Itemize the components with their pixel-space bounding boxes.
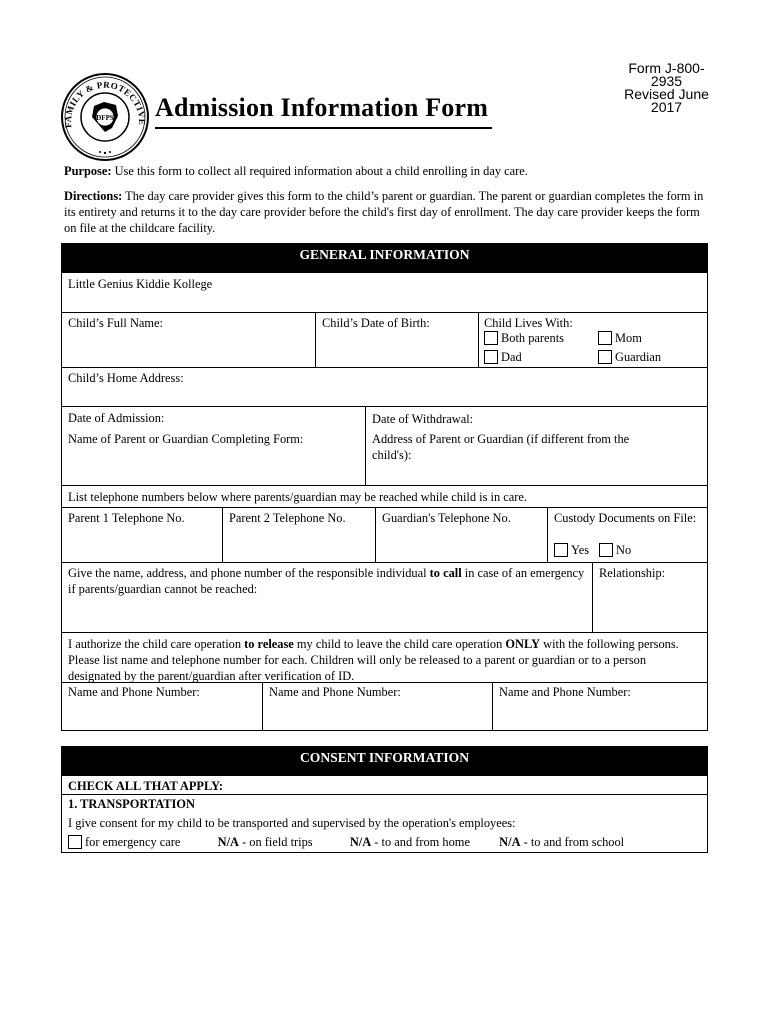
release-authorization-row xyxy=(62,632,707,682)
home-na: N/A xyxy=(349,835,372,849)
form-number-line2: 2935 xyxy=(650,73,683,89)
release-name-field-3[interactable] xyxy=(492,683,707,730)
child-dob-field[interactable] xyxy=(315,313,478,367)
directions-paragraph xyxy=(64,188,709,236)
emergency-contact-field[interactable] xyxy=(62,563,592,632)
parent2-phone-label: Parent 2 Telephone No. xyxy=(229,511,346,525)
both-parents-label: Both parents xyxy=(501,331,564,345)
guardian-phone-field[interactable] xyxy=(375,508,547,562)
guardian-phone-label: Guardian's Telephone No. xyxy=(382,511,511,525)
custody-yes-checkbox[interactable] xyxy=(554,543,568,557)
release-name-label-3: Name and Phone Number: xyxy=(499,685,631,699)
transportation-options xyxy=(68,834,701,850)
admission-left-column xyxy=(62,407,365,485)
both-parents-checkbox[interactable] xyxy=(484,331,498,345)
mom-label: Mom xyxy=(615,331,642,345)
custody-no-checkbox[interactable] xyxy=(599,543,613,557)
lives-with-label: Child Lives With: xyxy=(484,316,573,330)
purpose-label: Purpose: xyxy=(64,164,112,178)
school-na: N/A xyxy=(499,835,521,849)
dad-label: Dad xyxy=(501,350,522,364)
release-text-bold2: ONLY xyxy=(505,637,541,651)
dfps-seal-logo xyxy=(60,72,150,162)
admission-parent-row xyxy=(62,406,707,485)
operation-name: Little Genius Kiddie Kollege xyxy=(68,277,213,291)
release-name-label-2: Name and Phone Number: xyxy=(269,685,401,699)
purpose-text: Use this form to collect all required information about a child enrolling in day care. xyxy=(114,164,528,178)
home-address-field[interactable] xyxy=(62,368,707,406)
parent2-phone-field[interactable] xyxy=(222,508,375,562)
parent-name-field[interactable]: Name of Parent or Guardian Completing Form: xyxy=(68,432,304,446)
release-names-row xyxy=(62,682,707,730)
form-number-line1: Form J-800- xyxy=(628,60,705,76)
revision-line1: Revised June xyxy=(624,86,709,102)
child-info-row xyxy=(62,312,707,367)
phone-intro-row xyxy=(62,485,707,507)
date-withdrawal-field[interactable]: Date of Withdrawal: xyxy=(372,412,474,426)
release-text-c: with the following persons. Please list name and telephone number for each. Children will only be released to a parent or guardian or to a person designated by the parent/guardian after verification of ID. xyxy=(68,637,679,683)
emergency-text-bold: to call xyxy=(429,566,462,580)
form-number-block xyxy=(614,62,719,114)
transportation-text: I give consent for my child to be transported and supervised by the operation's employees: xyxy=(68,816,516,830)
purpose-paragraph xyxy=(64,163,714,179)
revision-line2: 2017 xyxy=(650,99,683,115)
relationship-label: Relationship: xyxy=(599,566,666,580)
phone-intro-text: List telephone numbers below where parents/guardian may be reached while child is in care. xyxy=(68,490,527,504)
home-label: - to and from home xyxy=(371,835,470,849)
school-label: - to and from school xyxy=(520,835,625,849)
general-information-heading: GENERAL INFORMATION xyxy=(62,244,707,273)
child-lives-with-group xyxy=(478,313,707,367)
operation-name-row xyxy=(62,273,707,312)
transportation-row xyxy=(62,794,707,852)
release-name-label-1: Name and Phone Number: xyxy=(68,685,200,699)
guardian-checkbox[interactable] xyxy=(598,350,612,364)
release-authorization-text xyxy=(62,633,707,682)
parent-address-field[interactable]: Address of Parent or Guardian (if different from the child's): xyxy=(372,432,630,462)
consent-information-section xyxy=(61,746,708,853)
custody-documents-group xyxy=(547,508,707,562)
transportation-heading: 1. TRANSPORTATION xyxy=(68,797,195,811)
release-text-a: I authorize the child care operation xyxy=(68,637,245,651)
dad-checkbox[interactable] xyxy=(484,350,498,364)
home-address-row xyxy=(62,367,707,406)
directions-label: Directions: xyxy=(64,189,123,203)
release-text-b: my child to leave the child care operation xyxy=(293,637,506,651)
svg-text:DFPS: DFPS xyxy=(96,114,114,122)
release-name-field-2[interactable] xyxy=(262,683,492,730)
admission-right-column xyxy=(365,407,707,485)
child-full-name-label: Child’s Full Name: xyxy=(68,316,163,330)
field-trips-na: N/A xyxy=(217,835,239,849)
emergency-care-label: for emergency care xyxy=(85,835,181,849)
general-information-section xyxy=(61,243,708,731)
parent1-phone-label: Parent 1 Telephone No. xyxy=(68,511,185,525)
phone-numbers-row xyxy=(62,507,707,562)
emergency-care-checkbox[interactable] xyxy=(68,835,82,849)
transportation-block xyxy=(62,795,707,852)
relationship-field[interactable] xyxy=(592,563,707,632)
consent-information-heading: CONSENT INFORMATION xyxy=(62,747,707,776)
home-address-label: Child’s Home Address: xyxy=(68,371,184,385)
child-dob-label: Child’s Date of Birth: xyxy=(322,316,430,330)
check-all-label: CHECK ALL THAT APPLY: xyxy=(68,779,224,793)
custody-yes-label: Yes xyxy=(571,543,590,557)
form-title: Admission Information Form xyxy=(155,93,489,122)
emergency-text-a: Give the name, address, and phone number of the responsible individual xyxy=(68,566,430,580)
check-all-row xyxy=(62,776,707,794)
mom-checkbox[interactable] xyxy=(598,331,612,345)
directions-text: The day care provider gives this form to the child’s parent or guardian. The parent or guardian completes the form in its entirety and returns it to the day care provider before the child's first day of enrollment. The day care provider keeps the form on file at the childcare facility. xyxy=(64,189,704,235)
release-text-bold1: to release xyxy=(244,637,294,651)
guardian-label: Guardian xyxy=(615,350,662,364)
date-admission-field[interactable]: Date of Admission: xyxy=(68,411,165,425)
release-name-field-1[interactable] xyxy=(62,683,262,730)
emergency-contact-row xyxy=(62,562,707,632)
title-underline xyxy=(155,127,492,129)
parent1-phone-field[interactable] xyxy=(62,508,222,562)
custody-documents-label: Custody Documents on File: xyxy=(554,511,697,525)
emergency-text-b: in case of an emergency if parents/guardian cannot be reached: xyxy=(68,566,585,596)
child-full-name-field[interactable] xyxy=(62,313,315,367)
custody-no-label: No xyxy=(616,543,632,557)
svg-text:FAMILY & PROTECTIVE SERVICES: FAMILY & PROTECTIVE xyxy=(62,79,148,129)
field-trips-label: - on field trips xyxy=(238,835,313,849)
